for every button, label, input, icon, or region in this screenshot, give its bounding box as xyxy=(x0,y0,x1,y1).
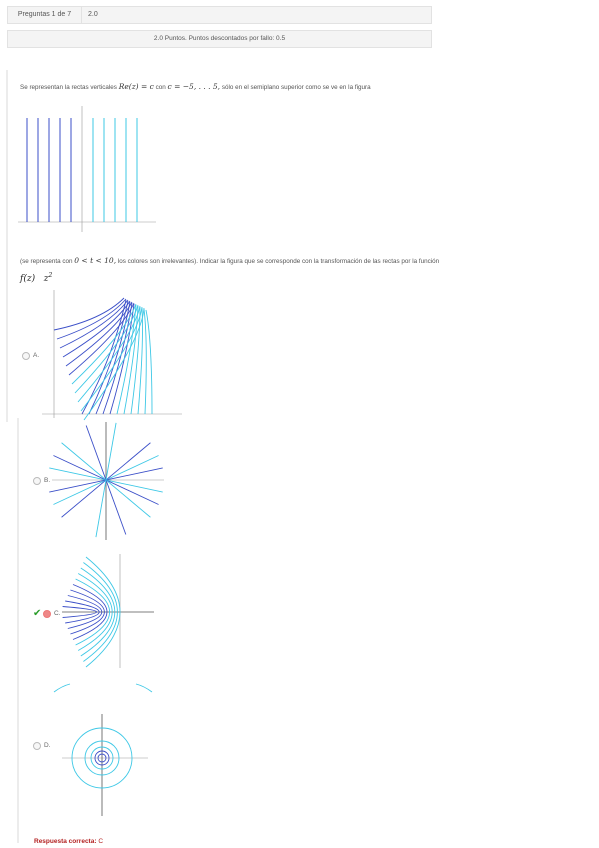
question-border xyxy=(6,70,8,422)
option-c-radio[interactable] xyxy=(43,610,51,618)
function-expr: z xyxy=(43,274,49,284)
formula-re: Re(z) = c xyxy=(118,82,154,91)
points-bar: 2.0 Puntos. Puntos descontados por fallo: 0.5 xyxy=(7,30,432,48)
statement-line xyxy=(20,82,371,91)
option-b-label[interactable]: B. xyxy=(44,477,51,484)
option-b-figure xyxy=(52,422,164,540)
curve-upper xyxy=(54,298,124,330)
option-a-figure xyxy=(42,290,182,418)
second-prefix: (se representa con xyxy=(20,258,73,265)
correct-check-icon: ✔ xyxy=(33,608,42,619)
option-b-radio[interactable] xyxy=(33,477,41,485)
function-name: f(z) xyxy=(20,274,36,284)
option-d-figure xyxy=(52,682,160,817)
curve-lower xyxy=(144,309,146,414)
option-a-radio[interactable] xyxy=(22,352,30,360)
question-score: 2.0 xyxy=(88,11,98,18)
option-a-label[interactable]: A. xyxy=(33,352,40,359)
feedback-value: C xyxy=(98,838,104,845)
formula-t-range: 0 < t < 10, xyxy=(74,256,117,265)
option-c-figure xyxy=(62,552,157,670)
question-counter[interactable]: Preguntas 1 de 7 xyxy=(8,7,82,23)
function-exponent: 2 xyxy=(48,272,53,279)
function-formula xyxy=(20,272,52,284)
vertical-lines-figure xyxy=(18,104,158,234)
second-suffix: los colores son irrelevantes). Indicar la figura que se corresponde con la transformación de las rectas por la función xyxy=(117,258,440,265)
feedback-label: Respuesta correcta: xyxy=(34,838,97,845)
statement-suffix: sólo en el semiplano superior como se ve en la figura xyxy=(221,84,371,91)
question-header xyxy=(7,6,432,24)
option-d-label[interactable]: D. xyxy=(44,742,51,749)
formula-c-range: c = −5, . . . 5, xyxy=(167,82,221,91)
arc-fragment xyxy=(136,684,152,692)
option-c-label[interactable]: C. xyxy=(54,610,61,617)
arc-fragment xyxy=(54,684,70,692)
statement-prefix: Se representan la rectas verticales xyxy=(20,84,117,91)
feedback xyxy=(34,838,103,845)
curve-lower xyxy=(146,310,152,414)
options-border xyxy=(17,418,19,843)
option-d-radio[interactable] xyxy=(33,742,41,750)
statement-con: con xyxy=(155,84,166,91)
second-line xyxy=(20,256,439,265)
